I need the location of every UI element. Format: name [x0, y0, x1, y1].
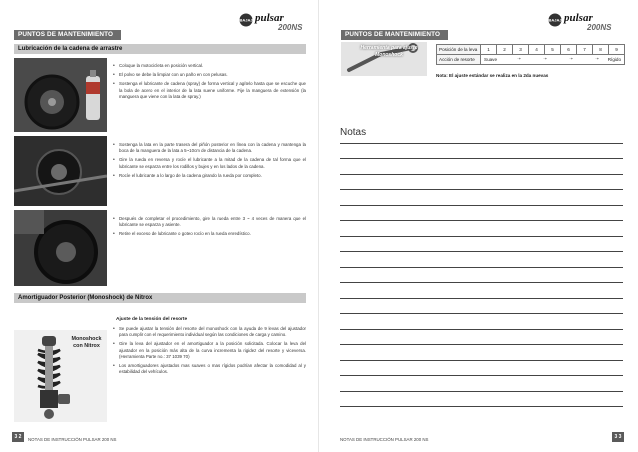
- position-cell: 9: [609, 45, 625, 55]
- note-line: [340, 174, 623, 175]
- photo-rear-tyre: [14, 210, 107, 286]
- arrow-right-icon: ➝: [543, 56, 547, 61]
- position-cell: 4: [529, 45, 545, 55]
- soft-label: Suave: [484, 57, 498, 62]
- note-line: [340, 282, 623, 283]
- position-cell: 5: [545, 45, 561, 55]
- right-page: [319, 0, 638, 452]
- position-cell: 1: [481, 45, 497, 55]
- note-line: [340, 143, 623, 144]
- list-item: • Gire la rueda en reversa y rocíe el lubricante a la mitad de la cadena de tal forma que el lubricante se esparza entre los rodillos y bujes y en los lados de la cadena.: [113, 157, 306, 169]
- position-cell: 2: [497, 45, 513, 55]
- note-line: [340, 298, 623, 299]
- chain-steps-list-1: [113, 63, 306, 103]
- page-header: PUNTOS DE MANTENIMIENTO: [341, 30, 448, 40]
- photo-rear-wheel-spray: [14, 58, 107, 132]
- pulsar-logo: [238, 8, 312, 32]
- svg-text:200NS: 200NS: [587, 23, 612, 32]
- tool-label: Herramienta para ajuste Monoshock: [360, 45, 418, 58]
- arrow-right-icon: ➝: [569, 56, 573, 61]
- list-item: • Se puede ajustar la tensión del resorte del monoshock con la ayuda de 9 levas del ajustador para cumplir con el requerimiento individual según las condiciones de carga y camino.: [113, 326, 306, 338]
- list-item: • Gire la leva del ajustador en el amortiguador a la posición solicitada. Colocar la leva del ajustador en la posición más alta de la curva incrementa la rigidez del resorte y viceversa. (Herramienta Parte no.: 37 1039 70): [113, 341, 306, 360]
- note-line: [340, 313, 623, 314]
- page-header: PUNTOS DE MANTENIMIENTO: [14, 30, 121, 40]
- hard-label: Rígido: [607, 57, 621, 62]
- chain-steps-list-3: [113, 216, 306, 241]
- action-row-label: Acción de resorte: [437, 55, 481, 65]
- section-title-chain-lubrication: Lubricación de la cadena de arrastre: [14, 44, 306, 54]
- position-row-label: Posición de la leva: [437, 45, 481, 55]
- shock-subtitle: Ajuste de la tensión del resorte: [116, 317, 188, 322]
- photo-monoshock: [14, 330, 107, 422]
- monoshock-steps-list: [113, 326, 306, 378]
- note-line: [340, 329, 623, 330]
- footer-right: NOTAS DE INSTRUCCIÓN PULSAR 200 NS: [340, 437, 429, 442]
- footer-left: NOTAS DE INSTRUCCIÓN PULSAR 200 NS: [28, 437, 117, 442]
- note-line: [340, 267, 623, 268]
- position-cell: 3: [513, 45, 529, 55]
- spring-adjustment-table: [436, 44, 625, 65]
- note-line: [340, 406, 623, 407]
- note-line: [340, 391, 623, 392]
- note-line: [340, 220, 623, 221]
- note-line: [340, 205, 623, 206]
- page-number-left: 3 2: [12, 432, 24, 442]
- svg-text:200NS: 200NS: [278, 23, 303, 32]
- arrow-right-icon: ➝: [595, 56, 599, 61]
- arrow-right-icon: ➝: [517, 56, 521, 61]
- svg-text:pulsar: pulsar: [564, 12, 593, 24]
- svg-text:pulsar: pulsar: [255, 12, 284, 24]
- list-item: • Después de completar el procedimiento, gire la rueda entre 3 ~ 4 veces de manera que el lubricante se esparza y asiente.: [113, 216, 306, 228]
- chain-steps-list-2: [113, 142, 306, 182]
- note-line: [340, 360, 623, 361]
- note-line: [340, 344, 623, 345]
- list-item: • Los amortiguadores ajustados mas suaves o mas rígidos podrían afectar la comodidad al y estabilidad del vehículos.: [113, 363, 306, 375]
- table-note: Nota: El ajuste estándar se realiza en la 2da nuevas: [436, 73, 549, 78]
- notes-title: Notas: [340, 127, 367, 138]
- position-cell: 6: [561, 45, 577, 55]
- photo-chain-sprocket: [14, 136, 107, 206]
- note-line: [340, 375, 623, 376]
- list-item: • Coloque la motocicleta en posición vertical.: [113, 63, 306, 69]
- monoshock-label: Monoshock con Nitrox: [71, 336, 102, 349]
- svg-text:BAJAJ: BAJAJ: [239, 17, 253, 23]
- note-line: [340, 189, 623, 190]
- list-item: • Sostenga el lubricante de cadena (spray) de forma vertical y agítelo hasta que se escuche que la bola de acero en el interior de la lata suene uniforme. Fije la manguera de extensión (la manguera que viene con la lata de spray.): [113, 81, 306, 100]
- note-line: [340, 251, 623, 252]
- svg-text:BAJAJ: BAJAJ: [548, 17, 562, 23]
- note-line: [340, 236, 623, 237]
- list-item: • Sostenga la lata en la parte trasera del piñón posterior en línea con la cadena y mantenga la boca de la manguera de la lata a 5~10cm de distancia de la cadena.: [113, 142, 306, 154]
- list-item: • Retire el exceso de lubricante o goteo rocío en la rueda enredístico.: [113, 231, 306, 237]
- list-item: • El polvo se debe la limpiar con un paño en con pelusas.: [113, 72, 306, 78]
- list-item: • Rocíe el lubricante a lo largo de la cadena girando la rueda por completo.: [113, 173, 306, 179]
- position-cell: 8: [593, 45, 609, 55]
- photo-adjustment-tool: [341, 42, 427, 76]
- note-line: [340, 158, 623, 159]
- section-title-monoshock: Amortiguador Posterior (Monoshock) de Nitrox: [14, 293, 306, 303]
- page-number-right: 3 3: [612, 432, 624, 442]
- position-cell: 7: [577, 45, 593, 55]
- soft-to-hard-scale: [481, 55, 625, 65]
- pulsar-logo: [547, 8, 621, 32]
